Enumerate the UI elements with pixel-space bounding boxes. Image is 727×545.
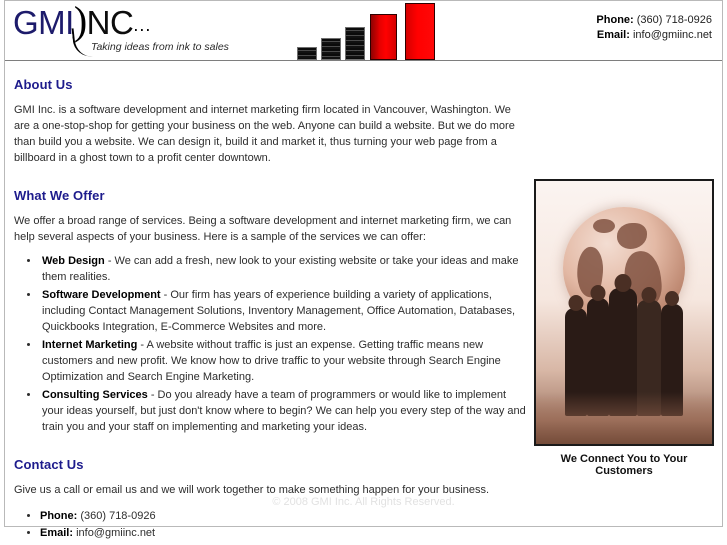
service-description: - Do you already have a team of programmers or would like to implement your ideas yourself, but just don't know where to begin? We can help you every step of the way and train you and your staff on implementing and marketing your ideas. xyxy=(42,389,526,433)
contact-phone-label: Phone: xyxy=(40,510,78,522)
photo-caption: We Connect You to Your Customers xyxy=(560,453,688,477)
list-item xyxy=(40,287,527,335)
service-description: - We can add a fresh, new look to your existing website or take your ideas and make them realities. xyxy=(42,255,519,283)
header-email-label: Email: xyxy=(596,29,630,41)
logo-paren-glyph: ) xyxy=(73,1,87,43)
header-email-value[interactable]: info@gmiinc.net xyxy=(632,29,712,41)
contact-details-list xyxy=(14,508,527,542)
header-contact-info xyxy=(596,13,712,43)
bar-3 xyxy=(345,27,365,60)
header-phone-value: (360) 718-0926 xyxy=(636,14,712,26)
services-list xyxy=(14,253,527,435)
list-item xyxy=(40,525,527,542)
service-name: Web Design xyxy=(42,255,105,267)
person-head xyxy=(665,291,679,306)
contact-phone-value: (360) 718-0926 xyxy=(77,510,156,522)
service-description: - A website without traffic is just an expense. Getting traffic means new customers and new profit. We know how to drive traffic to your website through Search Engine Optimization and Search Engine Marketing. xyxy=(42,339,501,383)
page-container xyxy=(4,0,723,539)
what-we-offer-heading: What We Offer xyxy=(14,188,105,203)
logo-ellipsis: ... xyxy=(133,15,152,35)
site-footer xyxy=(5,496,722,508)
list-item xyxy=(40,387,527,435)
person-head xyxy=(615,274,632,292)
contact-email-value[interactable]: info@gmiinc.net xyxy=(73,527,156,539)
globe-continent xyxy=(593,219,615,233)
contact-email-label: Email: xyxy=(40,527,74,539)
about-paragraph: GMI Inc. is a software development and internet marketing firm located in Vancouver, Washington. We are a one-stop-shop for getting your business on the web. Anyone can build a website. But we do more than build you a website. We can design it, build it and market it, thus turning your web page from a billboard in a ghost town to a profit center downtown. xyxy=(14,104,515,164)
copyright-text: © 2008 GMI Inc. All Rights Reserved. xyxy=(272,496,455,508)
bar-5 xyxy=(405,3,435,60)
person-head xyxy=(569,295,584,311)
contact-us-paragraph: Give us a call or email us and we will work together to make something happen for your business. xyxy=(14,484,490,496)
header-phone-label: Phone: xyxy=(596,14,634,26)
site-logo[interactable] xyxy=(13,3,293,59)
header-bar-chart-graphic xyxy=(293,1,473,60)
main-column xyxy=(14,77,527,542)
what-we-offer-paragraph: We offer a broad range of services. Being a software development and internet marketing firm, we can help several aspects of your business. Here is a sample of the services we can offer: xyxy=(14,215,512,243)
globe-continent xyxy=(617,223,647,249)
contact-us-heading: Contact Us xyxy=(14,457,84,472)
bar-2 xyxy=(321,38,341,60)
site-header xyxy=(5,1,722,61)
service-name: Software Development xyxy=(42,289,161,301)
bar-4 xyxy=(370,14,397,60)
business-team-globe-photo xyxy=(534,179,714,446)
photo-ground-gradient xyxy=(536,392,712,444)
logo-tagline: Taking ideas from ink to sales xyxy=(91,41,229,53)
list-item xyxy=(40,337,527,385)
service-name: Internet Marketing xyxy=(42,339,138,351)
service-description: - Our firm has years of experience building a variety of applications, including Contact Management Solutions, Inventory Management, Office Automation, Databases, Quickbooks Integration, E-Commerce Websites and more. xyxy=(42,289,516,333)
service-name: Consulting Services xyxy=(42,389,148,401)
list-item xyxy=(40,508,527,525)
person-head xyxy=(591,285,606,301)
header-email-line xyxy=(596,28,712,43)
list-item xyxy=(40,253,527,285)
sidebar-image-column xyxy=(534,179,720,477)
person-head xyxy=(642,287,657,303)
logo-text-gmi: GMI xyxy=(13,4,74,41)
page-title: About Us xyxy=(14,77,73,92)
header-phone-line xyxy=(596,13,712,28)
logo-text-nc: NC xyxy=(86,4,134,41)
bar-1 xyxy=(297,47,317,60)
